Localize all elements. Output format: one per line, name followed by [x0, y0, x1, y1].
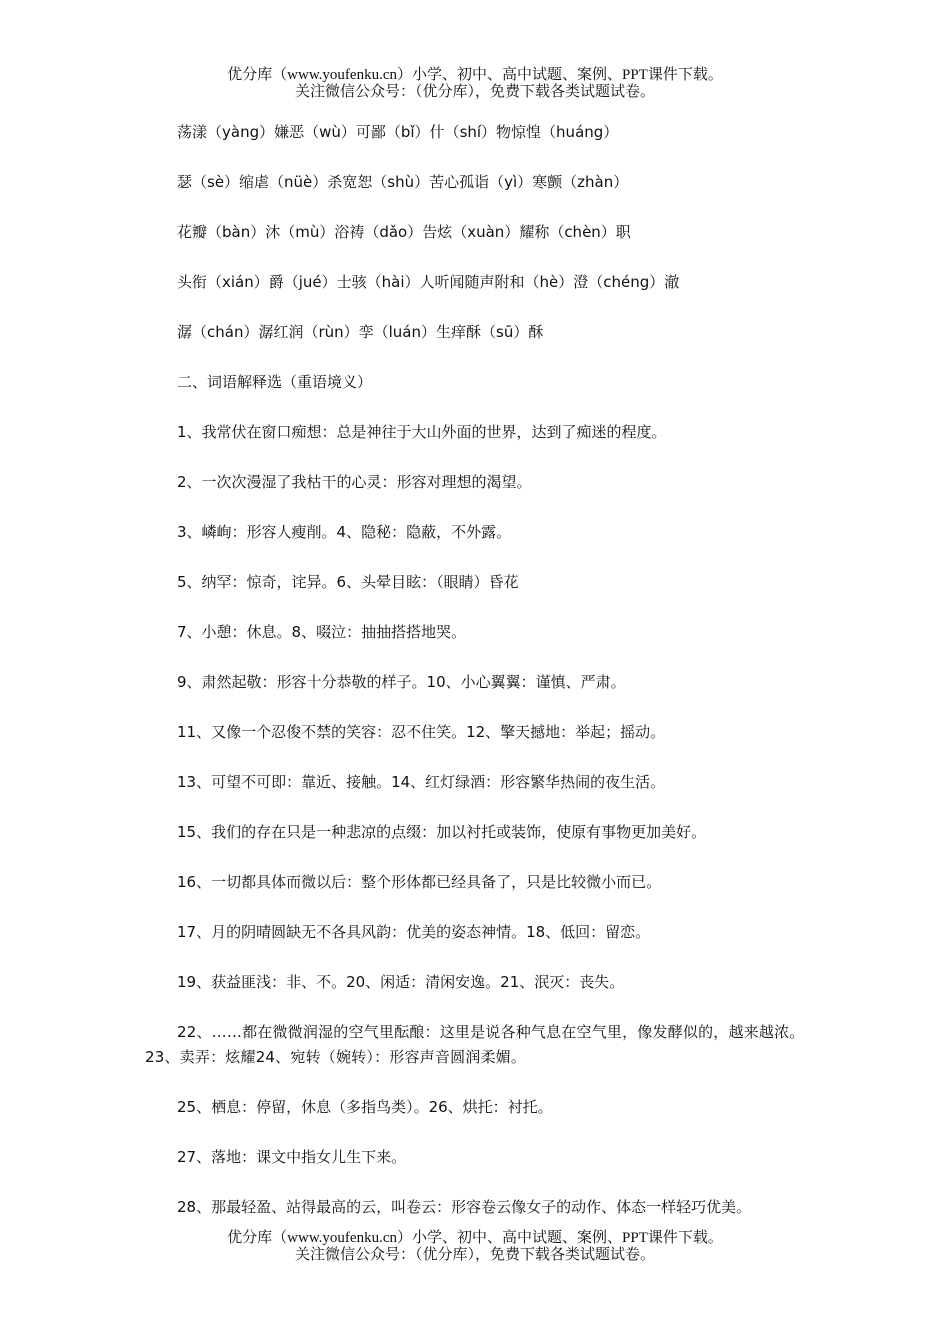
- definition-item: 13、可望不可即：靠近、接触。14、红灯绿酒：形容繁华热闹的夜生活。: [177, 773, 666, 791]
- definition-item: 7、小憩：休息。8、啜泣：抽抽搭搭地哭。: [177, 623, 467, 641]
- definition-item: 17、月的阴晴圆缺无不各具风韵：优美的姿态神情。18、低回：留恋。: [177, 923, 651, 941]
- definition-item: 1、我常伏在窗口痴想：总是神往于大山外面的世界，达到了痴迷的程度。: [177, 423, 667, 441]
- document-body: [145, 120, 810, 1245]
- definition-item: 15、我们的存在只是一种悲凉的点缀：加以衬托或装饰，使原有事物更加美好。: [177, 823, 707, 841]
- footer-line-2: 关注微信公众号：（优分库），免费下载各类试题试卷。: [294, 1247, 655, 1263]
- pinyin-line-5: 潺（chán）潺红润（rùn）孪（luán）生痒酥（sū）酥: [177, 323, 544, 341]
- definition-item: 27、落地：课文中指女儿生下来。: [177, 1148, 407, 1166]
- definition-item: 19、获益匪浅：非、不。20、闲适：清闲安逸。21、泯灭：丧失。: [177, 973, 625, 991]
- definition-item: 16、一切都具体而微以后：整个形体都已经具备了，只是比较微小而已。: [177, 873, 662, 891]
- definition-item: 5、纳罕：惊奇，诧异。6、头晕目眩：（眼睛）昏花: [177, 573, 519, 591]
- definition-item: 9、肃然起敬：形容十分恭敬的样子。10、小心翼翼：谨慎、严肃。: [177, 673, 626, 691]
- pinyin-line-1: 荡漾（yàng）嫌恶（wù）可鄙（bǐ）什（shí）物惊惶（huáng）: [177, 123, 619, 141]
- page-footer: [0, 1230, 950, 1264]
- definition-item: 3、嶙峋：形容人瘦削。4、隐秘：隐蔽，不外露。: [177, 523, 512, 541]
- header-line-2: 关注微信公众号：（优分库），免费下载各类试题试卷。: [294, 84, 655, 100]
- header-line-1: 优分库（www.youfenku.cn）小学、初中、高中试题、案例、PPT课件下载。: [227, 67, 723, 83]
- pinyin-line-4: 头衔（xián）爵（jué）士骇（hài）人听闻随声附和（hè）澄（chéng）澈: [177, 273, 680, 291]
- definition-item: 11、又像一个忍俊不禁的笑容：忍不住笑。12、擎天撼地：举起；摇动。: [177, 723, 666, 741]
- pinyin-line-2: 瑟（sè）缩虐（nüè）杀宽恕（shù）苦心孤诣（yì）寒颤（zhàn）: [177, 173, 629, 191]
- pinyin-line-3: 花瓣（bàn）沐（mù）浴祷（dǎo）告炫（xuàn）耀称（chèn）职: [177, 223, 631, 241]
- definition-item: 22、……都在微微润湿的空气里酝酿：这里是说各种气息在空气里，像发酵似的，越来越浓。23、卖弄：炫耀24、宛转（婉转）：形容声音圆润柔媚。: [145, 1023, 805, 1066]
- definition-item: 2、一次次漫湿了我枯干的心灵：形容对理想的渴望。: [177, 473, 532, 491]
- definition-item: 28、那最轻盈、站得最高的云，叫卷云：形容卷云像女子的动作、体态一样轻巧优美。: [177, 1198, 752, 1216]
- footer-line-1: 优分库（www.youfenku.cn）小学、初中、高中试题、案例、PPT课件下载。: [227, 1230, 723, 1246]
- page-header: [0, 67, 950, 101]
- definition-item: 25、栖息：停留，休息（多指鸟类）。26、烘托：衬托。: [177, 1098, 553, 1116]
- section-heading: 二、词语解释选（重语境义）: [177, 373, 373, 391]
